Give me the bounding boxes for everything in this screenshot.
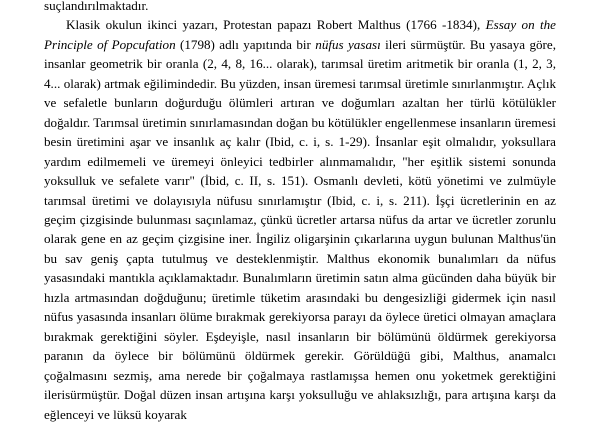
italic-title-run: Essay on the Principle of Popcufation	[44, 17, 556, 52]
paragraph-malthus	[44, 15, 556, 424]
paragraph-fragment	[44, 0, 556, 15]
italic-title-run: nüfus yasası	[315, 36, 381, 52]
text-run: (1798) adlı yapıtında bir	[175, 36, 316, 52]
text-run: Klasik okulun ikinci yazarı, Protestan papazı Robert Malthus (1766 -1834),	[66, 17, 486, 33]
text-run: ileri sürmüştür. Bu yasaya göre, insanlar geometrik bir oranla (2, 4, 8, 16... olarak), tarımsal üretim aritmetik bir oranla (1, 2, 3, 4... olarak) artmak eğilimindedir. Bu yüzden, insan üremesi tarımsal üretimle sınırlanmıştır. Açlık ve sefaletle bunların doğurduğu ölümleri artıran ve doğumları azaltan her türlü kötülükler doğaldır. Tarımsal üretimin sınırlamasından doğan bu kötülükler engellenmese insanların üremesi besin üretimini aşar ve insanlık aç kalır (Ibid, c. i, s. 1-29). İnsanlar eşit olmalıdır, yoksullara yardım edilmemeli ve üremeyi önleyici tedbirler alınmamalıdır, "her eşitlik sistemi sonunda yoksulluk ve sefalete varır" (İbid, c. II, s. 151). Osmanlı devleti, kötü yönetimi ve zulmüyle tarımsal üretimi ve dolayısıyla nüfusu sınırlamıştır (Ibid, c. i, s. 211). İşçi ücretlerinin en az geçim çizgisinde bulunması saçınlamaz, çünkü ücretler artarsa nüfus da artar ve ücretler zorunlu olarak gene en az geçim çizgisine iner. İngiliz oligarşinin çıkarlarına uygun bulunan Malthus'ün bu sav geniş çapta tutulmuş ve desteklenmiştir. Malthus ekonomik bunalımları da nüfus yasasındaki mantıkla açıklamaktadır. Bunalımların üretimin satın alma gücünden daha büyük bir hızla artmasından doğduğunu; üretimle tüketim arasındaki bu dengesizliği gidermek için nasıl nüfus yasasında insanları ölüme bırakmak gerekiyorsa parayı da öylece üretici olmayan amaçlara bırakmak gerektiğini söyler. Eşdeyişle, nasıl insanların bir bölümünü öldürmek gerekiyorsa paranın da öylece bir bölümünü öldürmek gerekir. Görüldüğü gibi, Malthus, anamalcı çoğalmasını sezmiş, ama nerede bir çoğalmaya rastlamışsa hemen onu yoketmek gerektiğini ilerisürmüştür. Doğal düzen insan artışına karşı yoksulluğu ve ahlaksızlığı, para artışına karşı da eğlenceyi ve lüksü koyarak	[44, 36, 556, 422]
text-run: suçlandırılmaktadır.	[44, 0, 149, 13]
body-text-column	[44, 0, 556, 424]
